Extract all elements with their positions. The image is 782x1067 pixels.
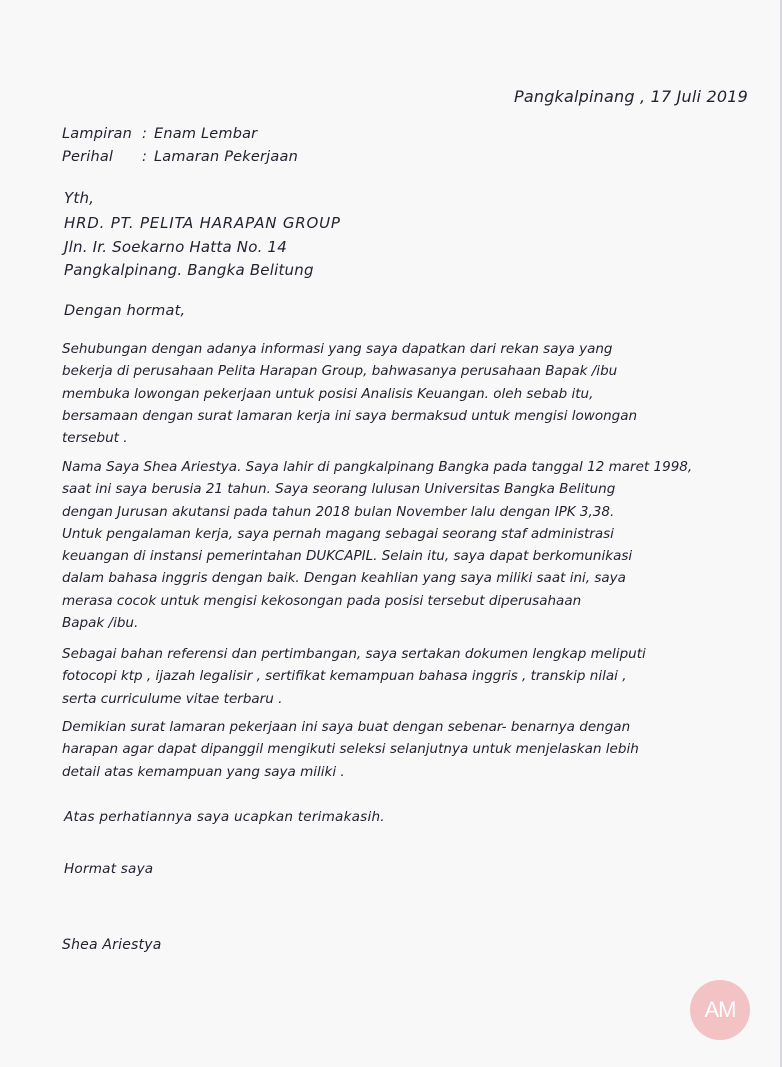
subject-label: Perihal <box>62 149 114 165</box>
paragraph-line: merasa cocok untuk mengisi kekosongan pada posisi tersebut diperusahaan <box>62 592 582 609</box>
watermark-text: AM <box>704 997 736 1022</box>
closing-thanks: Atas perhatiannya saya ucapkan terimakasih. <box>64 809 385 825</box>
attachment-value: Enam Lembar <box>154 126 258 142</box>
paragraph-line: saat ini saya berusia 21 tahun. Saya seorang lulusan Universitas Bangka Belitung <box>62 481 616 498</box>
paragraph-line: Untuk pengalaman kerja, saya pernah magang sebagai seorang staf administrasi <box>62 525 614 542</box>
recipient-city: Pangkalpinang. Bangka Belitung <box>64 261 314 279</box>
paragraph-line: dengan Jurusan akutansi pada tahun 2018 bulan November lalu dengan IPK 3,38. <box>62 503 615 520</box>
watermark-logo <box>690 980 750 1040</box>
paragraph-line: keuangan di instansi pemerintahan DUKCAPIL. Selain itu, saya dapat berkomunikasi <box>62 548 633 565</box>
paragraph-line: membuka lowongan pekerjaan untuk posisi Analisis Keuangan. oleh sebab itu, <box>62 385 594 402</box>
letter-date: Pangkalpinang , 17 Juli 2019 <box>514 87 748 106</box>
paragraph-closing <box>62 716 742 783</box>
paragraph-line: Sehubungan dengan adanya informasi yang saya dapatkan dari rekan saya yang <box>62 341 613 357</box>
recipient-salutation: Yth, <box>64 189 95 207</box>
recipient-street: Jln. Ir. Soekarno Hatta No. 14 <box>64 238 288 256</box>
paragraph-intro <box>62 338 742 449</box>
paragraph-line: bekerja di perusahaan Pelita Harapan Group, bahwasanya perusahaan Bapak /ibu <box>62 363 618 380</box>
paragraph-line: tersebut . <box>62 430 128 447</box>
subject-value: Lamaran Pekerjaan <box>154 149 298 165</box>
paragraph-documents <box>62 643 742 710</box>
attachment-line <box>62 123 257 145</box>
paragraph-line: Demikian surat lamaran pekerjaan ini saya buat dengan sebenar- benarnya dengan <box>62 719 631 735</box>
attachment-colon: : <box>142 126 148 142</box>
paragraph-line: harapan agar dapat dipanggil mengikuti seleksi selanjutnya untuk menjelaskan lebih <box>62 741 639 758</box>
regards: Hormat saya <box>64 861 154 877</box>
paragraph-line: Nama Saya Shea Ariestya. Saya lahir di pangkalpinang Bangka pada tanggal 12 maret 1998, <box>62 459 693 475</box>
subject-colon: : <box>142 149 148 165</box>
paragraph-line: dalam bahasa inggris dengan baik. Dengan keahlian yang saya miliki saat ini, saya <box>62 570 626 587</box>
greeting: Dengan hormat, <box>64 303 186 319</box>
paragraph-line: Bapak /ibu. <box>62 615 139 632</box>
recipient-company: HRD. PT. PELITA HARAPAN GROUP <box>64 214 341 232</box>
paragraph-profile <box>62 456 742 634</box>
paragraph-line: bersamaan dengan surat lamaran kerja ini saya bermaksud untuk mengisi lowongan <box>62 407 638 424</box>
paragraph-line: Sebagai bahan referensi dan pertimbangan, saya sertakan dokumen lengkap meliputi <box>62 646 646 662</box>
paragraph-line: fotocopi ktp , ijazah legalisir , sertifikat kemampuan bahasa inggris , transkip nilai , <box>62 668 627 685</box>
paragraph-line: serta curriculume vitae terbaru . <box>62 690 283 707</box>
attachment-label: Lampiran <box>62 126 132 142</box>
signature-name: Shea Ariestya <box>62 937 162 953</box>
subject-line <box>62 146 298 168</box>
paragraph-line: detail atas kemampuan yang saya miliki . <box>62 763 345 780</box>
